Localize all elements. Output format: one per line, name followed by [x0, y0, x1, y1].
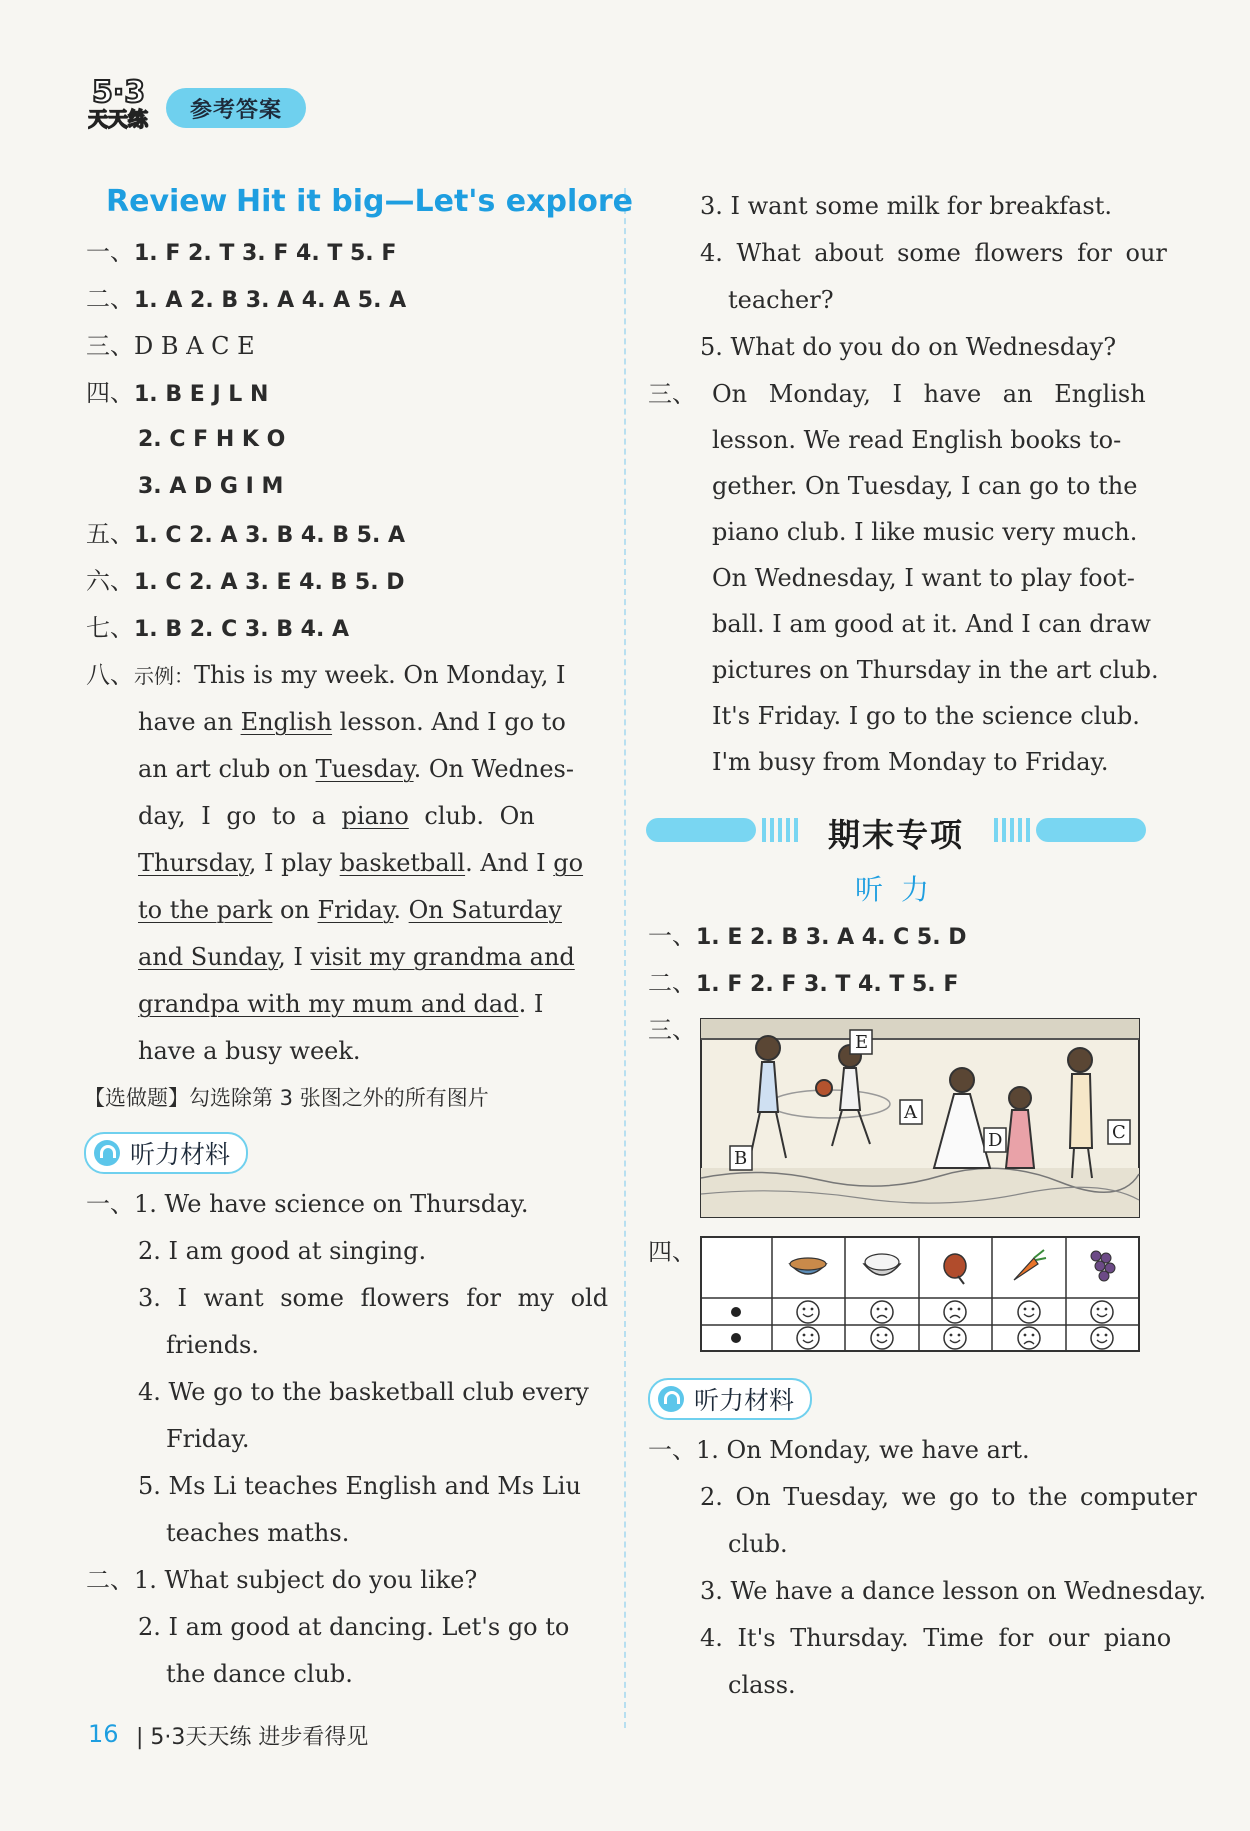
right-item: 4. What about some flowers for our: [700, 239, 1167, 267]
listening-1-line: 2. I am good at singing.: [138, 1237, 427, 1265]
answer-key-tag: 参考答案: [166, 88, 306, 128]
listening-2-line: 二、1. What subject do you like?: [86, 1566, 478, 1594]
book-slogan: | 5·3天天练 进步看得见: [136, 1725, 369, 1750]
final-listening-line: 一、1. On Monday, we have art.: [648, 1436, 1030, 1464]
sad-face-icon: [944, 1301, 966, 1323]
right-item: 3. I want some milk for breakfast.: [700, 192, 1112, 220]
final-listening-line: club.: [728, 1530, 788, 1558]
essay-line: It's Friday. I go to the science club.: [712, 702, 1140, 730]
final-section-3-label: 三、: [648, 1016, 696, 1044]
listening-1-line: 5. Ms Li teaches English and Ms Liu: [138, 1472, 581, 1500]
essay-line: gether. On Tuesday, I can go to the: [712, 472, 1138, 500]
section-6: 六、1. C 2. A 3. E 4. B 5. D: [86, 567, 405, 595]
right-item: 5. What do you do on Wednesday?: [700, 333, 1117, 361]
section-8-line: grandpa with my mum and dad. I: [138, 990, 544, 1018]
section-8-line: have a busy week.: [138, 1037, 361, 1065]
essay-line: piano club. I like music very much.: [712, 518, 1138, 546]
svg-text:天天练: 天天练: [88, 107, 148, 131]
school-yard-illustration: [700, 1018, 1140, 1218]
listening-material-badge: 听力材料: [648, 1378, 812, 1420]
scene-tag: C: [1112, 1122, 1126, 1143]
happy-face-icon: [871, 1327, 893, 1349]
listening-1-line: Friday.: [166, 1425, 250, 1453]
final-listening-line: 3. We have a dance lesson on Wednesday.: [700, 1577, 1207, 1605]
final-special-title: 期末专项: [827, 816, 964, 854]
essay-line: I'm busy from Monday to Friday.: [712, 748, 1109, 776]
final-section-1: 一、1. E 2. B 3. A 4. C 5. D: [648, 922, 967, 950]
section-5: 五、1. C 2. A 3. B 4. B 5. A: [86, 520, 405, 548]
final-listening-line: 4. It's Thursday. Time for our piano: [700, 1624, 1172, 1652]
final-listening-line: class.: [728, 1671, 796, 1699]
review-title: Review: [106, 184, 228, 219]
final-section-2: 二、1. F 2. F 3. T 4. T 5. F: [648, 969, 959, 997]
happy-face-icon: [797, 1301, 819, 1323]
section-4: 四、1. B E J L N: [86, 379, 269, 407]
section-8-line: day, I go to a piano club. On: [138, 802, 535, 830]
page-number: 16: [88, 1720, 119, 1748]
section-2: 二、1. A 2. B 3. A 4. A 5. A: [86, 285, 407, 313]
section-4-item: 3. A D G I M: [138, 474, 284, 499]
book-logo-icon: [88, 68, 158, 132]
essay-line: pictures on Thursday in the art club.: [712, 656, 1159, 684]
food-feeling-table: [700, 1236, 1140, 1352]
column-divider: [624, 188, 626, 1728]
final-section-4-label: 四、: [648, 1238, 696, 1266]
right-item: teacher?: [728, 286, 834, 314]
scene-tag: B: [734, 1148, 748, 1169]
section-8-line: to the park on Friday. On Saturday: [138, 896, 562, 924]
happy-face-icon: [797, 1327, 819, 1349]
scene-tag: E: [855, 1032, 869, 1053]
essay-line: On Wednesday, I want to play foot-: [712, 564, 1135, 592]
listening-heading: 听力: [854, 873, 947, 906]
section-7: 七、1. B 2. C 3. B 4. A: [86, 614, 349, 642]
svg-text:5·3: 5·3: [92, 75, 146, 110]
headphones-icon: [94, 1140, 120, 1166]
optional-question: 【选做题】勾选除第 3 张图之外的所有图片: [84, 1086, 489, 1110]
section-8-line: an art club on Tuesday. On Wednes-: [138, 755, 574, 783]
sad-face-icon: [871, 1301, 893, 1323]
listening-2-line: the dance club.: [166, 1660, 353, 1688]
section-4-item: 2. C F H K O: [138, 427, 286, 452]
listening-1-line: 一、1. We have science on Thursday.: [86, 1190, 529, 1218]
section-3: 三、D B A C E: [86, 332, 255, 360]
essay-label: 三、: [648, 380, 696, 408]
final-special-banner: [646, 810, 1146, 854]
listening-1-line: teaches maths.: [166, 1519, 350, 1547]
happy-face-icon: [944, 1327, 966, 1349]
section-1: 一、1. F 2. T 3. F 4. T 5. F: [86, 238, 397, 266]
scene-tag: A: [904, 1102, 917, 1123]
happy-face-icon: [1018, 1301, 1040, 1323]
listening-1-line: 4. We go to the basketball club every: [138, 1378, 589, 1406]
essay-line: ball. I am good at it. And I can draw: [712, 610, 1151, 638]
essay-line: On Monday, I have an English: [712, 380, 1146, 408]
section-8-line: 八、示例：This is my week. On Monday, I: [86, 661, 566, 689]
listening-1-line: friends.: [166, 1331, 259, 1359]
unit-title: Hit it big—Let's explore: [236, 184, 633, 219]
section-8-line: and Sunday, I visit my grandma and: [138, 943, 575, 971]
happy-face-icon: [1091, 1327, 1113, 1349]
happy-face-icon: [1091, 1301, 1113, 1323]
scene-tag: D: [988, 1130, 1003, 1151]
headphones-icon: [658, 1386, 684, 1412]
listening-1-line: 3. I want some flowers for my old: [138, 1284, 609, 1312]
essay-line: lesson. We read English books to-: [712, 426, 1122, 454]
section-8-line: Thursday, I play basketball. And I go: [138, 849, 584, 877]
final-listening-line: 2. On Tuesday, we go to the computer: [700, 1483, 1197, 1511]
listening-2-line: 2. I am good at dancing. Let's go to: [138, 1613, 570, 1641]
section-8-line: have an English lesson. And I go to: [138, 708, 566, 736]
listening-material-badge: 听力材料: [84, 1132, 248, 1174]
sad-face-icon: [1018, 1327, 1040, 1349]
